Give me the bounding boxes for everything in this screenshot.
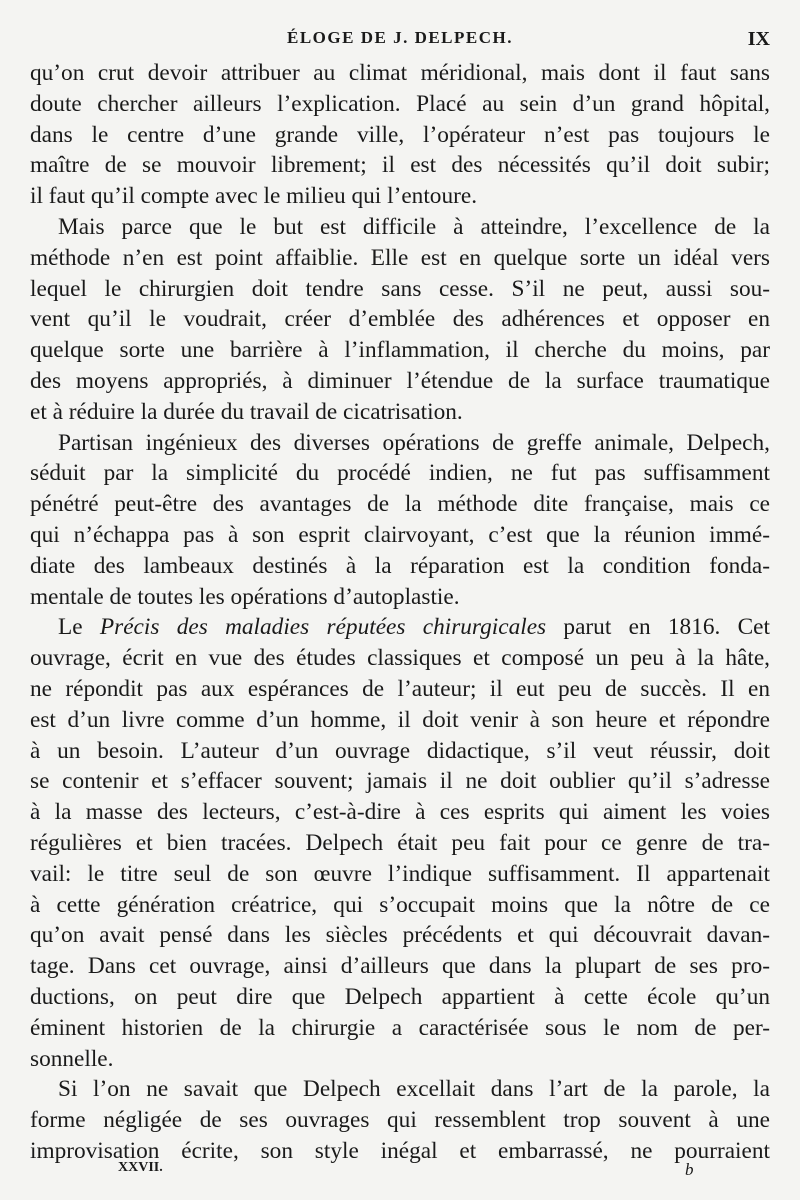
- text-line: il faut qu’il compte avec le milieu qui l’entoure.: [30, 183, 478, 210]
- text-run: Le: [58, 614, 100, 641]
- text-line: éminent historien de la chirurgie a caractérisée sous le nom de per-: [30, 1014, 770, 1041]
- paragraph-first-line: Mais parce que le but est difficile à atteindre, l’excellence de la: [58, 213, 770, 240]
- text-line: séduit par la simplicité du procédé indien, ne fut pas suffisamment: [30, 460, 770, 487]
- text-line: ne répondit pas aux espérances de l’auteur; il eut peu de succès. Il en: [30, 675, 770, 702]
- paragraph-first-line: [30, 612, 770, 643]
- text-line: ouvrage, écrit en vue des études classiques et composé un peu à la hâte,: [30, 645, 770, 672]
- text-line: maître de se mouvoir librement; il est des nécessités qu’il doit subir;: [30, 152, 770, 179]
- gathering-mark: b: [685, 1160, 694, 1179]
- text-line: sonnelle.: [30, 1045, 114, 1072]
- text-line: vail: le titre seul de son œuvre l’indique suffisamment. Il appartenait: [30, 860, 770, 887]
- text-line: qu’on avait pensé dans les siècles précédents et qui découvrait davan-: [30, 922, 770, 949]
- text-line: quelque sorte une barrière à l’inflammation, il cherche du moins, par: [30, 337, 770, 364]
- text-line: et à réduire la durée du travail de cicatrisation.: [30, 398, 463, 425]
- text-line: mentale de toutes les opérations d’autoplastie.: [30, 583, 460, 610]
- text-line: se contenir et s’effacer souvent; jamais il ne doit oublier qu’il s’adresse: [30, 768, 770, 795]
- text-line: est d’un livre comme d’un homme, il doit venir à son heure et répondre: [30, 706, 770, 733]
- page-footer: [30, 1160, 770, 1184]
- text-line: à un besoin. L’auteur d’un ouvrage didactique, s’il veut réussir, doit: [30, 737, 770, 764]
- text-line: diate des lambeaux destinés à la réparation est la condition fonda-: [30, 552, 770, 579]
- text-line: lequel le chirurgien doit tendre sans cesse. S’il ne peut, aussi sou-: [30, 275, 770, 302]
- book-title: Précis des maladies réputées chirurgicales: [99, 614, 547, 641]
- text-line: qu’on crut devoir attribuer au climat méridional, mais dont il faut sans: [30, 60, 770, 86]
- text-line: ductions, on peut dire que Delpech appartient à cette école qu’un: [30, 983, 770, 1010]
- body-text: [30, 58, 770, 1167]
- text-line: tage. Dans cet ouvrage, ainsi d’ailleurs que dans la plupart de ses pro-: [30, 953, 770, 980]
- text-line: des moyens appropriés, à diminuer l’étendue de la surface traumatique: [30, 367, 770, 394]
- text-line: pénétré peut-être des avantages de la méthode dite française, mais ce: [30, 491, 770, 518]
- text-line: improvisation écrite, son style inégal et embarrassé, ne pourraient: [30, 1137, 770, 1164]
- text-line: à la masse des lecteurs, c’est-à-dire à ces esprits qui aiment les voies: [30, 799, 770, 826]
- running-title: ÉLOGE DE J. DELPECH.: [286, 28, 513, 47]
- text-line: méthode n’en est point affaiblie. Elle est en quelque sorte un idéal vers: [30, 244, 770, 271]
- text-line: régulières et bien tracées. Delpech était peu fait pour ce genre de tra-: [30, 829, 770, 856]
- text-line: dans le centre d’une grande ville, l’opérateur n’est pas toujours le: [30, 121, 770, 148]
- text-line: qui n’échappa pas à son esprit clairvoyant, c’est que la réunion immé-: [30, 521, 770, 548]
- volume-signature: XXVII.: [118, 1160, 163, 1175]
- page-number: IX: [747, 28, 770, 50]
- text-line: à cette génération créatrice, qui s’occupait moins que la nôtre de ce: [30, 891, 770, 918]
- paragraph-first-line: Partisan ingénieux des diverses opérations de greffe animale, Delpech,: [58, 429, 770, 456]
- text-line: doute chercher ailleurs l’explication. Placé au sein d’un grand hôpital,: [30, 90, 770, 117]
- running-head: [30, 28, 770, 52]
- text-line: forme négligée de ses ouvrages qui ressemblent trop souvent à une: [30, 1107, 770, 1134]
- text-line: vent qu’il le voudrait, créer d’emblée des adhérences et opposer en: [30, 306, 770, 333]
- paragraph-first-line: Si l’on ne savait que Delpech excellait dans l’art de la parole, la: [58, 1076, 770, 1103]
- text-run: parut en 1816. Cet: [546, 614, 770, 641]
